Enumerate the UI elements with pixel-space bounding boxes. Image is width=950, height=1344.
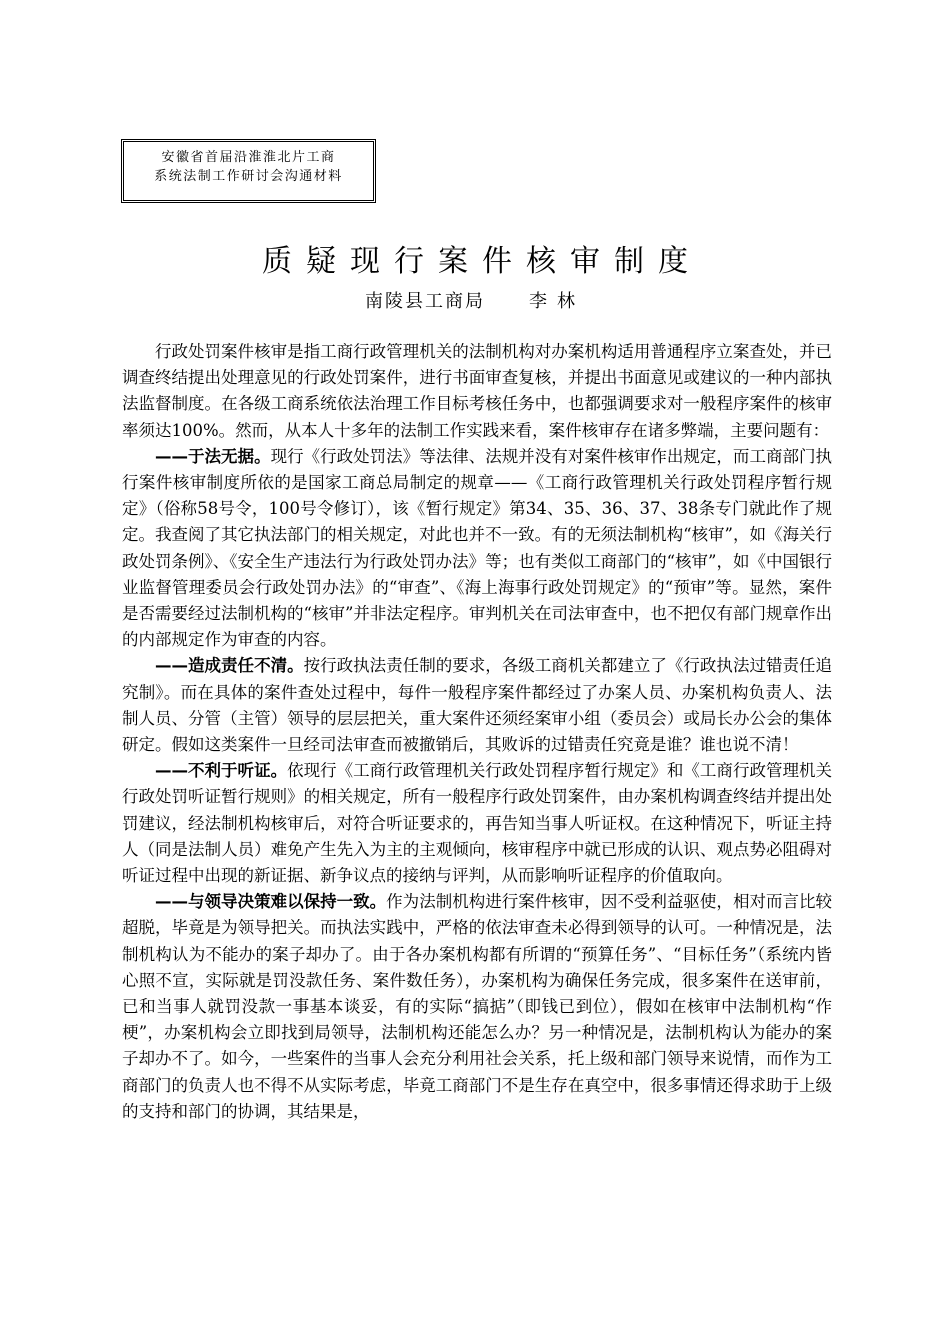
paragraph-intro: [122, 339, 832, 444]
paragraph-lead: ——与领导决策难以保持一致。: [155, 892, 387, 912]
document-body: [122, 339, 832, 1125]
paragraph-text: 依现行《工商行政管理机关行政处罚程序暂行规定》和《工商行政管理机关行政处罚听证暂行规则》的相关规定，所有一般程序行政处罚案件，由办案机构调查终结并提出处罚建议，经法制机构核审后，对符合听证要求的，再告知当事人听证权。在这种情况下，听证主持人（同是法制人员）难免产生先入为主的主观倾向，核审程序中就已形成的认识、观点势必阻碍对听证过程中出现的新证据、新争议点的接纳与评判，从而影响听证程序的价值取向。: [122, 761, 833, 886]
paragraph-lead: ——不利于听证。: [155, 761, 288, 781]
stamp-line-1: 安徽省首届沿淮淮北片工商: [161, 150, 336, 165]
paragraph-no-legal-basis: [122, 444, 832, 654]
document-title: 质疑现行案件核审制度: [262, 244, 702, 279]
stamp-line-2: 系统法制工作研讨会沟通材料: [154, 169, 343, 184]
conference-material-stamp: [121, 139, 376, 203]
paragraph-leadership-conflict: [122, 889, 832, 1125]
paragraph-unclear-responsibility: [122, 653, 832, 758]
paragraph-lead: ——于法无据。: [155, 446, 271, 466]
author-organization: 南陵县工商局: [365, 291, 485, 312]
paragraph-text: 行政处罚案件核审是指工商行政管理机关的法制机构对办案机构适用普通程序立案查处，并已调查终结提出处理意见的行政处罚案件，进行书面审查复核，并提出书面意见或建议的一种内部执法监督制度。在各级工商系统依法治理工作目标考核任务中，也都强调要求对一般程序案件的核审率须达100%。然而，从本人十多年的法制工作实践来看，案件核审存在诸多弊端，主要问题有：: [122, 342, 832, 440]
paragraph-text: 现行《行政处罚法》等法律、法规并没有对案件核审作出规定，而工商部门执行案件核审制度所依的是国家工商总局制定的规章——《工商行政管理机关行政处罚程序暂行规定》（俗称58号令，100号令修订），该《暂行规定》第34、35、36、37、38条专门就此作了规定。我查阅了其它执法部门的相关规定，对此也并不一致。有的无须法制机构“核审”，如《海关行政处罚条例》、《安全生产违法行为行政处罚办法》等；也有类似工商部门的“核审”，如《中国银行业监督管理委员会行政处罚办法》的“审查”、《海上海事行政处罚规定》的“预审”等。显然，案件是否需要经过法制机构的“核审”并非法定程序。审判机关在司法审查中，也不把仅有部门规章作出的内部规定作为审查的内容。: [122, 446, 833, 650]
byline: [0, 289, 950, 315]
paragraph-lead: ——造成责任不清。: [155, 656, 304, 676]
paragraph-text: 作为法制机构进行案件核审，因不受利益驱使，相对而言比较超脱，毕竟是为领导把关。而执法实践中，严格的依法审查未必得到领导的认可。一种情况是，法制机构认为不能办的案子却办了。由于各办案机构都有所谓的“预算任务”、“目标任务”（系统内皆心照不宣，实际就是罚没款任务、案件数任务），办案机构为确保任务完成，很多案件在送审前，已和当事人就罚没款一事基本谈妥，有的实际“搞掂”（即钱已到位），假如在核审中法制机构“作梗”，办案机构会立即找到局领导，法制机构还能怎么办？另一种情况是，法制机构认为能办的案子却办不了。如今，一些案件的当事人会充分利用社会关系，托上级和部门领导来说情，而作为工商部门的负责人也不得不从实际考虑，毕竟工商部门不是生存在真空中，很多事情还得求助于上级的支持和部门的协调，其结果是，: [122, 892, 833, 1121]
paragraph-text: 按行政执法责任制的要求，各级工商机关都建立了《行政执法过错责任追究制》。而在具体的案件查处过程中，每件一般程序案件都经过了办案人员、办案机构负责人、法制人员、分管（主管）领导的层层把关，重大案件还须经案审小组（委员会）或局长办公会的集体研定。假如这类案件一旦经司法审查而被撤销后，其败诉的过错责任究竟是谁？谁也说不清！: [122, 656, 833, 755]
author-name: 李林: [529, 291, 585, 312]
paragraph-hearing-issue: [122, 758, 832, 889]
